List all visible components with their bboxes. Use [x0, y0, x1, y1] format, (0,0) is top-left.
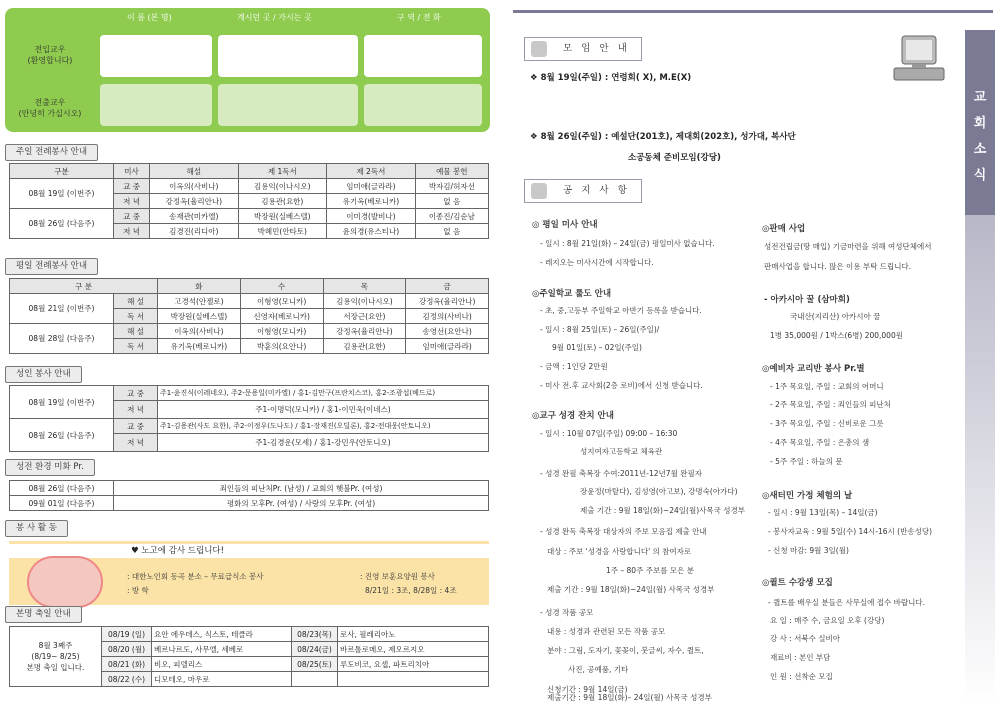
- meeting-title-text: 모 임 안 내: [563, 43, 630, 54]
- mass-cell: 저 녁: [114, 194, 150, 209]
- notice-item: 국내산(지리산) 아카시아 꿀: [790, 312, 881, 321]
- table-cell: 김경진(리디아): [150, 224, 239, 239]
- table-cell: 없 음: [415, 224, 488, 239]
- notice-item: - 4주 목요일, 주일 : 은총의 샘: [770, 438, 870, 447]
- feast-date: 08/23(목): [292, 627, 338, 642]
- meeting-line-3: 소공동체 준비모임(강당): [628, 153, 721, 163]
- table-cell: 유기옥(베로니카): [327, 194, 416, 209]
- environment-table: [9, 480, 489, 511]
- date-cell: 08월 19일 (이번주): [10, 179, 114, 209]
- notice-item: - 성경 작품 공모: [540, 608, 594, 617]
- type-cell: 독 서: [114, 309, 158, 324]
- feast-names: 디모테오, 마우로: [152, 672, 292, 687]
- notice-item: 성지여자고등학교 체육관: [580, 447, 663, 456]
- meeting-line-1: ❖ 8월 19일(주일) : 연령회( X), M.E(X): [530, 73, 692, 83]
- table-cell: 송재관(미카엘): [150, 209, 239, 224]
- type-cell: 독 서: [114, 339, 158, 354]
- notice-item: - 1주 목요일, 주일 : 교회의 어머니: [770, 382, 884, 391]
- table-cell: 이형영(모니카): [240, 324, 323, 339]
- side-tab-char: 식: [973, 168, 987, 183]
- col-header: 예물 봉헌: [415, 164, 488, 179]
- notice-item: - 3주 목요일, 주일 : 신비로운 그릇: [770, 419, 884, 428]
- mass-cell: 저 녁: [114, 401, 158, 419]
- date-cell: 09월 01일 (다음주): [10, 496, 114, 511]
- notice-item: - 일시 : 10월 07일(주일) 09:00 – 16:30: [540, 429, 678, 438]
- feast-names: [338, 672, 489, 687]
- notice-item: - 5주 주일 : 하늘의 문: [770, 457, 843, 466]
- col-header: 구 분: [10, 279, 158, 294]
- date-cell: 08월 21일 (이번주): [10, 294, 114, 324]
- left-page: [5, 8, 490, 698]
- notice-item: 내용 : 성경과 관련된 모든 작품 공모: [547, 627, 666, 636]
- col-header: 미사: [114, 164, 150, 179]
- mass-cell: 교 중: [114, 179, 150, 194]
- notice-item: - 신청 마감: 9월 3일(월): [768, 546, 849, 555]
- sunday-service-title: 주일 전례봉사 안내: [5, 144, 98, 161]
- table-cell: 김정의(사비나): [406, 309, 489, 324]
- side-tab-char: 소: [973, 142, 987, 157]
- notice-item: 대상 : 주보 '성경을 사랑합니다' 의 참여자로: [547, 547, 692, 556]
- notice-item: 제출 기간 : 9월 18일(화)~24일(월) 사목국 성경부: [547, 585, 715, 594]
- col-header: 금: [406, 279, 489, 294]
- feast-date: 08/19 (일): [102, 627, 152, 642]
- col-header: 구분: [10, 164, 114, 179]
- table-cell: 이옥의(사비나): [150, 179, 239, 194]
- notice-item: ◎새터민 가정 체험의 날: [762, 491, 853, 501]
- notice-item: - 레지오는 미사시간에 시작합니다.: [540, 258, 654, 267]
- volunteer-thanks: ♥ 노고에 감사 드립니다!: [9, 544, 489, 558]
- feast-week-label: 8월 3째주 (8/19~ 8/25) 본명 축일 입니다.: [10, 627, 102, 687]
- date-cell: 08월 26일 (다음주): [10, 419, 114, 452]
- notice-item: 장윤정(마탈다), 김성영(아고보), 강명숙(아가다): [580, 487, 738, 496]
- notice-item: ◎주일학교 룰도 안내: [532, 289, 612, 299]
- col-header: 수: [240, 279, 323, 294]
- notice-item: - 아카시아 꿀 (삼마회): [764, 295, 850, 305]
- notice-item: - 미사 전.후 교사회(2층 로비)에서 신청 받습니다.: [540, 381, 703, 390]
- meeting-title: [524, 37, 642, 61]
- notice-item: ◎퀼트 수강생 모집: [762, 578, 833, 588]
- table-cell: 신영자(베로니카): [240, 309, 323, 324]
- notice-item: - 퀼트를 배우실 분들은 사무실에 접수 바랍니다.: [768, 598, 926, 607]
- notice-item: 재료비 : 본인 부담: [770, 653, 831, 662]
- transfer-out-label: 전출교우 (안녕히 가십시오): [18, 98, 82, 118]
- mass-cell: 교 중: [114, 386, 158, 401]
- table-cell: 김용관(요한): [323, 339, 406, 354]
- notice-item: 9월 01일(토) – 02일(주일): [552, 343, 642, 352]
- transfer-in-place-field[interactable]: [218, 35, 358, 77]
- table-cell: 박훈의(요안나): [240, 339, 323, 354]
- table-cell: 주1-이명덕(모니카) / 홍1-이민욱(이네스): [158, 401, 489, 419]
- table-cell: 김용익(이나시오): [323, 294, 406, 309]
- table-cell: 죄인들의 피난처Pr. (남성) / 교회의 햇불Pr. (여성): [114, 481, 489, 496]
- date-cell: 08월 26일 (다음주): [10, 481, 114, 496]
- volunteer-illustration: [27, 556, 103, 608]
- table-cell: 없 음: [415, 194, 488, 209]
- sunday-service-table: [9, 163, 489, 239]
- notice-item: 사진, 공예품, 기타: [568, 665, 629, 674]
- table-cell: 이종진/김순남: [415, 209, 488, 224]
- altar-service-table: [9, 385, 489, 452]
- transfer-out-place-field[interactable]: [218, 84, 358, 126]
- date-cell: 08월 19일 (이번주): [10, 386, 114, 419]
- type-cell: 해 설: [114, 324, 158, 339]
- side-bar: [965, 215, 995, 705]
- volunteer-title: 봉 사 활 동: [5, 520, 68, 537]
- table-cell: 김용익(이나시오): [238, 179, 327, 194]
- volunteer-left-1: : 대한노인회 동곡 분소 – 무료급식소 봉사: [127, 572, 264, 581]
- notice-item: 제출기간 : 9월 18일(화)– 24일(월) 사목국 성경부: [547, 693, 712, 702]
- contact-header-name: 이 름 (본 명): [127, 13, 172, 22]
- table-cell: 서장근(요안): [323, 309, 406, 324]
- notice-item: - 봉사자교육 : 9월 5일(수) 14시-16시 (반송성당): [768, 527, 933, 536]
- side-tab-char: 회: [973, 116, 987, 131]
- notice-item: ◎판매 사업: [762, 224, 806, 234]
- feast-date: 08/22 (수): [102, 672, 152, 687]
- notice-item: 요 일 : 매주 수, 금요일 오후 (강당): [770, 616, 885, 625]
- volunteer-right-1: : 진영 보훈요양원 봉사: [360, 572, 435, 581]
- side-tab-char: 교: [973, 90, 987, 105]
- table-cell: 유기옥(베로니카): [158, 339, 241, 354]
- table-cell: 박혜민(안타토): [238, 224, 327, 239]
- table-cell: 강정옥(율리안나): [323, 324, 406, 339]
- col-header: 화: [158, 279, 241, 294]
- table-cell: 박장원(실베스텔): [238, 209, 327, 224]
- notice-icon: [531, 183, 547, 199]
- date-cell: 08월 28일 (다음주): [10, 324, 114, 354]
- notice-item: - 일시 : 8월 21일(화) – 24일(금) 평일미사 없습니다.: [540, 239, 715, 248]
- table-cell: 강정옥(율리안나): [406, 294, 489, 309]
- table-cell: 평화의 모후Pr. (여성) / 사랑의 모후Pr. (여성): [114, 496, 489, 511]
- col-header: 목: [323, 279, 406, 294]
- notice-item: - 성경 완독 축복장 대상자의 주보 모음집 제출 안내: [540, 527, 707, 536]
- notice-item: 인 원 : 선착순 모집: [770, 672, 833, 681]
- type-cell: 해 설: [114, 294, 158, 309]
- transfer-out-name-field[interactable]: [100, 84, 212, 126]
- table-cell: 임미애(글라라): [327, 179, 416, 194]
- table-cell: 임미애(글라라): [406, 339, 489, 354]
- weekday-service-table: [9, 278, 489, 354]
- table-cell: 이옥의(사비나): [158, 324, 241, 339]
- notice-item: - 일시 : 9월 13일(목) – 14일(금): [768, 508, 878, 517]
- feast-date: 08/20 (월): [102, 642, 152, 657]
- mass-cell: 교 중: [114, 209, 150, 224]
- notice-item: - 일시 : 8월 25일(토) – 26일(주일)/: [540, 325, 660, 334]
- transfer-in-label: 전입교우 (환영합니다): [27, 45, 73, 65]
- weekday-service-title: 평일 전례봉사 안내: [5, 258, 98, 275]
- feast-date: [292, 672, 338, 687]
- table-cell: 주1-김용관(사도 요한), 주2-이정우(도나도) / 홍1-장재진(오딜론), 홍2-전대웅(안토니오): [158, 419, 489, 434]
- feast-names: 루도비코, 요셉, 파트리치아: [338, 657, 489, 672]
- transfer-in-name-field[interactable]: [100, 35, 212, 77]
- notice-item: 제출 기간 : 9월 18일(화)~24일(월)사목국 성경부: [580, 506, 745, 515]
- feast-date: 08/25(토): [292, 657, 338, 672]
- table-cell: 박자김/허자선: [415, 179, 488, 194]
- environment-title: 성전 환경 미화 Pr.: [5, 459, 95, 476]
- feast-date: 08/24(금): [292, 642, 338, 657]
- volunteer-left-2: : 방 학: [127, 586, 149, 595]
- meeting-line-2: ❖ 8월 26일(주일) : 예설단(201호), 제대회(202호), 성가대, 복사단: [530, 132, 796, 142]
- table-cell: 박장원(실베스텔): [158, 309, 241, 324]
- table-cell: 김용관(요한): [238, 194, 327, 209]
- volunteer-right-2: 8/21일 : 3조, 8/28일 : 4조: [365, 586, 457, 595]
- table-cell: 주1-김경운(모세) / 홍1-강민우(안토니오): [158, 434, 489, 452]
- table-cell: 고경석(안젤로): [158, 294, 241, 309]
- notice-item: - 초, 중,고등부 주일학교 아반기 등록을 받습니다.: [540, 306, 702, 315]
- notice-item: - 성경 완필 축복장 수여:2011년-12년7월 완필자: [540, 469, 702, 478]
- side-tab: [965, 30, 995, 215]
- notice-item: 신청기간 : 9월 14일(금): [547, 685, 628, 694]
- feast-table: [9, 626, 489, 687]
- notice-item: 강 사 : 서북수 실비아: [770, 634, 841, 643]
- notice-item: 1병 35,000원 / 1박스(6병) 200,000원: [770, 331, 903, 340]
- contact-header-area: 구 역 / 전 화: [397, 13, 441, 22]
- contact-header-place: 계시던 곳 / 가시는 곳: [237, 13, 312, 22]
- notice-title: [524, 179, 642, 203]
- altar-service-title: 성인 봉사 안내: [5, 366, 82, 383]
- feast-names: 로사, 필레리아노: [338, 627, 489, 642]
- meeting-icon: [531, 41, 547, 57]
- notice-item: ◎교구 성경 잔치 안내: [532, 411, 614, 421]
- computer-icon: [888, 32, 950, 88]
- table-cell: 이미경(발비나): [327, 209, 416, 224]
- notice-title-text: 공 지 사 항: [563, 185, 630, 196]
- notice-item: 성전건립금(땅 매입) 기금마련을 위해 여성단체에서: [764, 242, 932, 251]
- col-header: 해설: [150, 164, 239, 179]
- notice-item: ◎예비자 교리반 봉사 Pr.별: [762, 364, 865, 374]
- feast-title: 본명 축일 안내: [5, 606, 82, 623]
- contact-box: [5, 8, 490, 132]
- table-cell: 송영선(요안나): [406, 324, 489, 339]
- feast-names: 베르나르도, 사무엘, 세베로: [152, 642, 292, 657]
- notice-item: 분야 : 그림, 도자기, 꽃꽂이, 붓글씨, 자수, 퀼트,: [547, 646, 704, 655]
- mass-cell: 저 녁: [114, 434, 158, 452]
- mass-cell: 교 중: [114, 419, 158, 434]
- feast-names: 바르톨로메오, 제오르지오: [338, 642, 489, 657]
- transfer-in-area-field[interactable]: [364, 35, 482, 77]
- notice-item: - 2주 목요일, 주일 : 죄인들의 피난처: [770, 400, 891, 409]
- table-cell: 윤의경(유스티나): [327, 224, 416, 239]
- table-cell: 이형영(모니카): [240, 294, 323, 309]
- table-cell: 주1-윤진식(이레네오), 주2-문용일(미카엘) / 홍1-김만구(프란치스코), 홍2-조광섭(베드로): [158, 386, 489, 401]
- notice-item: 1주 – 80주 주보를 모은 분: [606, 566, 694, 575]
- date-cell: 08월 26일 (다음주): [10, 209, 114, 239]
- transfer-out-area-field[interactable]: [364, 84, 482, 126]
- mass-cell: 저 녁: [114, 224, 150, 239]
- notice-item: ◎ 평일 미사 안내: [532, 220, 598, 230]
- notice-item: 판매사업을 합니다. 많은 이용 부탁 드립니다.: [764, 262, 912, 271]
- col-header: 제 1독서: [238, 164, 327, 179]
- feast-names: 요안 에우데스, 식스토, 테클라: [152, 627, 292, 642]
- table-cell: 강정옥(율리안나): [150, 194, 239, 209]
- feast-date: 08/21 (화): [102, 657, 152, 672]
- feast-names: 비오, 피델리스: [152, 657, 292, 672]
- notice-item: - 금액 : 1인당 2만원: [540, 362, 608, 371]
- col-header: 제 2독서: [327, 164, 416, 179]
